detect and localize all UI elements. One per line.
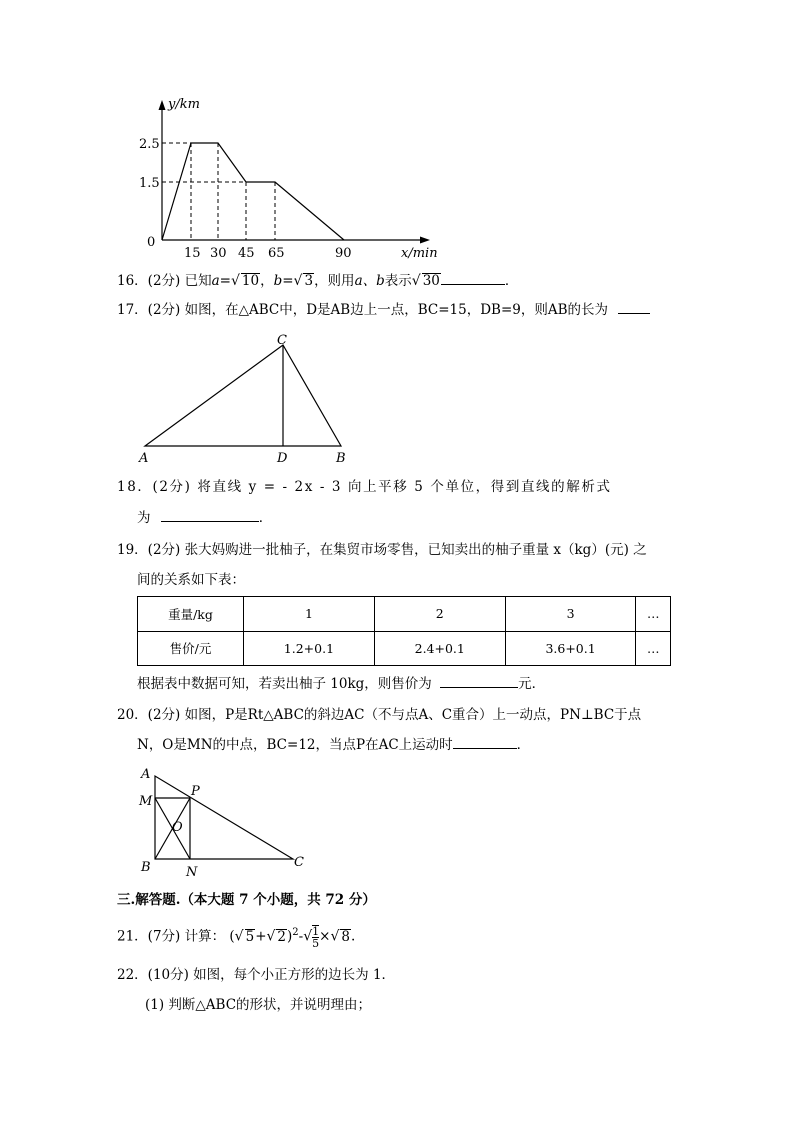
- table-cell: 2.4+0.1: [374, 631, 505, 666]
- x-tick-15: 15: [184, 246, 201, 261]
- q16-prefix: 16．(2分) 已知: [117, 273, 212, 289]
- question-22-line2: [145, 996, 371, 1014]
- label-m: M: [139, 794, 153, 809]
- q21-times: ×: [319, 928, 331, 945]
- sqrt-icon: √: [303, 928, 313, 945]
- table-cell: 3: [505, 597, 636, 632]
- q16-mid: ，则用: [314, 273, 355, 289]
- q16-answer-blank[interactable]: [441, 272, 505, 285]
- label-n: N: [186, 865, 198, 880]
- table-cell: 3.6+0.1: [505, 631, 636, 666]
- q21-num: 1: [312, 925, 320, 938]
- q21-sq: 2: [292, 927, 299, 938]
- sqrt-icon: √: [234, 928, 244, 945]
- distance-time-graph: [0, 0, 794, 270]
- q17-text: 17．(2分) 如图，在△ABC中，D是AB边上一点，BC=15，DB=9，则AB的长为: [117, 302, 609, 318]
- y-tick-2.5: 2.5: [139, 137, 160, 152]
- label-b: B: [141, 860, 151, 875]
- table-cell: 重量/kg: [138, 597, 244, 632]
- q18-answer-blank[interactable]: [161, 509, 259, 522]
- y-axis-label: y/km: [168, 97, 200, 112]
- price-table: [137, 596, 671, 666]
- q21-r5: 5: [245, 928, 255, 945]
- question-20-line2: [137, 736, 530, 754]
- label-a: A: [141, 767, 151, 782]
- q21-den: 5: [312, 937, 320, 950]
- q21-r2: 2: [277, 928, 287, 945]
- label-b: B: [336, 451, 346, 466]
- table-row: [138, 631, 671, 666]
- q16-rad10: 10: [241, 273, 260, 289]
- q20-answer-blank[interactable]: [453, 736, 517, 749]
- q17-triangle-figure: [0, 325, 794, 475]
- x-tick-45: 45: [238, 246, 255, 261]
- q16-eq1: =: [219, 273, 231, 289]
- q18-line1: 18．(2分) 将直线 y = - 2x - 3 向上平移 5 个单位，得到直线的解析式: [117, 479, 612, 495]
- label-c: C: [294, 855, 304, 870]
- label-c: C: [277, 333, 287, 348]
- question-18-line2: [137, 509, 272, 527]
- question-17: [117, 301, 650, 319]
- sqrt-icon: √: [293, 273, 303, 289]
- q19-after-prefix: 根据表中数据可知，若卖出柚子 10kg，则售价为: [137, 676, 432, 692]
- q21-end: .: [350, 928, 356, 945]
- x-tick-30: 30: [210, 246, 227, 261]
- question-19-after: [137, 675, 545, 693]
- question-19-line2: [137, 571, 245, 589]
- q16-rad30: 30: [422, 273, 440, 289]
- q16-var-b: b: [273, 273, 283, 289]
- q20-line2: N，O是MN的中点，BC=12，当点P在AC上运动时: [137, 737, 453, 753]
- q22-line1: 22．(10分) 如图，每个小正方形的边长为 1．: [117, 967, 396, 983]
- question-19-line1: [117, 541, 647, 559]
- table-cell: …: [636, 631, 671, 666]
- table-cell: 2: [374, 597, 505, 632]
- q21-prefix: 21．(7分) 计算：: [117, 928, 226, 945]
- table-cell: 1: [244, 597, 375, 632]
- q22-line2: (1) 判断△ABC的形状，并说明理由；: [145, 997, 372, 1013]
- label-o: O: [172, 820, 183, 835]
- label-d: D: [277, 451, 288, 466]
- origin-label: 0: [147, 235, 156, 250]
- q16-comma: ，: [260, 273, 274, 289]
- triangle-abc: [145, 345, 341, 446]
- q21-r8: 8: [341, 928, 350, 945]
- y-tick-1.5: 1.5: [139, 176, 160, 191]
- q21-open: (: [229, 928, 235, 945]
- triangle-abc: [155, 776, 293, 859]
- q16-mid2: 表示: [384, 273, 412, 289]
- q18-end: ．: [258, 510, 273, 526]
- q20-end: ．: [516, 737, 531, 753]
- sqrt-icon: √: [266, 928, 276, 945]
- x-axis-label: x/min: [401, 246, 438, 261]
- section-3-heading: [117, 891, 376, 909]
- q16-eq2: =: [282, 273, 294, 289]
- table-row: [138, 597, 671, 632]
- q20-line1: 20．(2分) 如图，P是Rt△ABC的斜边AC（不与点A、C重合）上一动点，PN⊥BC于点: [117, 707, 642, 723]
- x-tick-65: 65: [268, 246, 285, 261]
- question-20-line1: [117, 706, 641, 724]
- question-21: [117, 924, 355, 949]
- distance-time-line: [162, 143, 344, 240]
- q16-var-a: a: [211, 273, 220, 289]
- question-22-line1: [117, 966, 395, 984]
- x-axis-arrow-icon: [420, 237, 430, 244]
- question-18-line1: [117, 478, 612, 496]
- q21-plus: +: [255, 928, 267, 945]
- q19-answer-blank[interactable]: [440, 675, 518, 688]
- sqrt-icon: √: [230, 273, 240, 289]
- q21-close: ): [287, 928, 293, 945]
- sqrt-icon: √: [330, 928, 340, 945]
- q19-line2: 间的关系如下表：: [137, 572, 245, 588]
- question-16: [117, 272, 518, 290]
- label-p: P: [191, 784, 200, 799]
- q16-end: ．: [504, 273, 519, 289]
- label-a: A: [139, 451, 149, 466]
- q16-rad3: 3: [304, 273, 314, 289]
- q20-right-triangle-figure: [0, 762, 794, 882]
- q16-ab: a、b: [354, 273, 385, 289]
- sqrt-icon: √: [411, 273, 421, 289]
- table-cell: 1.2+0.1: [244, 631, 375, 666]
- q19-line1: 19．(2分) 张大妈购进一批柚子，在集贸市场零售，已知卖出的柚子重量 x（kg）(元) 之: [117, 542, 647, 558]
- section-3-text: 三.解答题.（本大题 7 个小题，共 72 分）: [117, 892, 376, 908]
- q19-after-end: 元．: [518, 676, 546, 692]
- x-tick-90: 90: [335, 246, 352, 261]
- q21-minus: -: [298, 928, 304, 945]
- q17-answer-blank[interactable]: [618, 301, 650, 314]
- q18-prefix: 为: [137, 510, 151, 526]
- table-cell: …: [636, 597, 671, 632]
- y-axis-arrow-icon: [159, 100, 166, 110]
- table-cell: 售价/元: [138, 631, 244, 666]
